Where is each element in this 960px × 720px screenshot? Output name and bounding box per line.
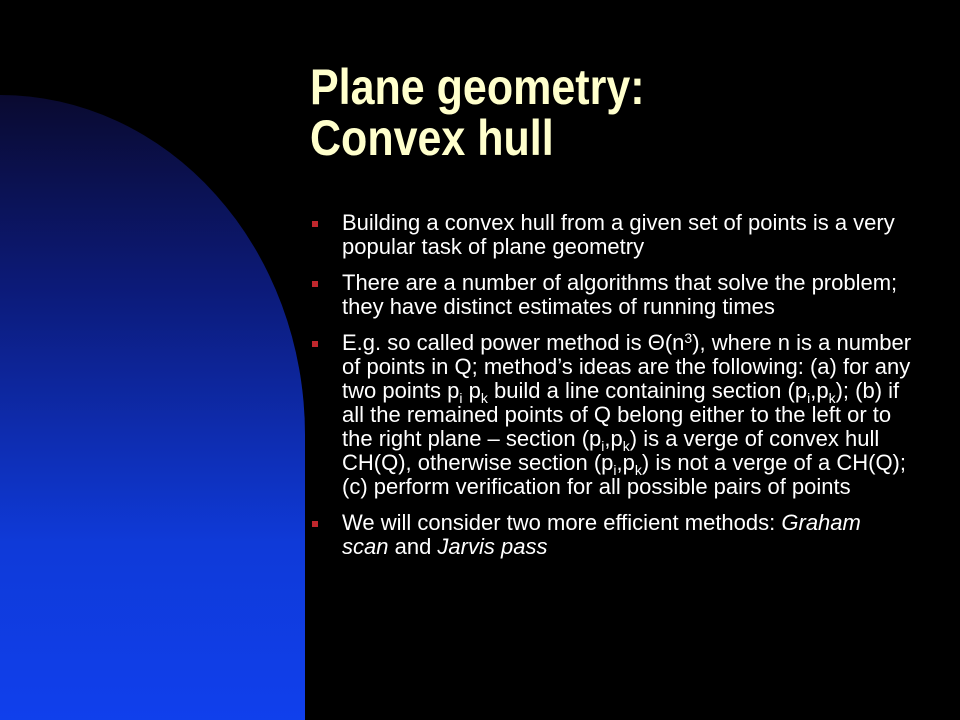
- bullet-marker-icon: [312, 281, 318, 287]
- bullet-list: [312, 211, 912, 571]
- bullet-text-segment: i: [807, 390, 811, 406]
- bullet-text-segment: i: [613, 462, 617, 478]
- bullet-text: [342, 330, 911, 499]
- bullet-text-segment: k: [828, 390, 836, 406]
- bullet-text-segment: We will consider two more efficient methods:: [342, 510, 782, 535]
- bullet-text-segment: There are a number of algorithms that solve the problem; they have distinct estimates of running times: [342, 270, 898, 319]
- bullet-text-segment: ,p: [604, 426, 623, 451]
- bullet-text-segment: i: [459, 390, 463, 406]
- bullet-item: [312, 271, 912, 319]
- bullet-text-segment: build a line containing section (p: [487, 378, 808, 403]
- bullet-text-segment: E.g. so called power method is Θ(n: [342, 330, 685, 355]
- bullet-text: [342, 510, 861, 559]
- slide-title: [310, 59, 843, 166]
- bullet-text-segment: 3: [684, 330, 693, 346]
- bullet-item: [312, 331, 912, 499]
- bullet-text-segment: ) is a verge of convex hull CH(Q), otherwise section (p: [342, 426, 880, 475]
- bullet-text-segment: k: [634, 462, 642, 478]
- bullet-text-segment: ,p: [616, 450, 635, 475]
- bullet-text-segment: p: [462, 378, 481, 403]
- bullet-text-segment: ); (b) if all the remained points of Q belong either to the left or to the right plane – section (p: [342, 378, 900, 451]
- bullet-text-segment: ) is not a verge of a CH(Q); (c) perform verification for all possible pairs of points: [342, 450, 906, 499]
- bullet-text-segment: k: [622, 438, 630, 454]
- title-line-1: Plane geometry:: [310, 59, 645, 115]
- bullet-text-segment: Jarvis pass: [437, 534, 548, 559]
- title-line-2: Convex hull: [310, 110, 554, 166]
- bullet-text: [342, 270, 897, 319]
- bullet-marker-icon: [312, 221, 318, 227]
- bullet-text-segment: ), where n is a number of points in Q; method’s ideas are the following: (a) for any two points p: [342, 330, 912, 403]
- decorative-blue-shape: [0, 95, 305, 720]
- bullet-item: [312, 511, 912, 559]
- bullet-text-segment: ,p: [810, 378, 829, 403]
- bullet-text: [342, 210, 895, 259]
- bullet-text-segment: Graham scan: [342, 510, 861, 559]
- bullet-text-segment: Building a convex hull from a given set of points is a very popular task of plane geometry: [342, 210, 895, 259]
- bullet-text-segment: and: [388, 534, 438, 559]
- bullet-marker-icon: [312, 521, 318, 527]
- bullet-item: [312, 211, 912, 259]
- bullet-text-segment: i: [601, 438, 605, 454]
- bullet-marker-icon: [312, 341, 318, 347]
- bullet-text-segment: k: [480, 390, 488, 406]
